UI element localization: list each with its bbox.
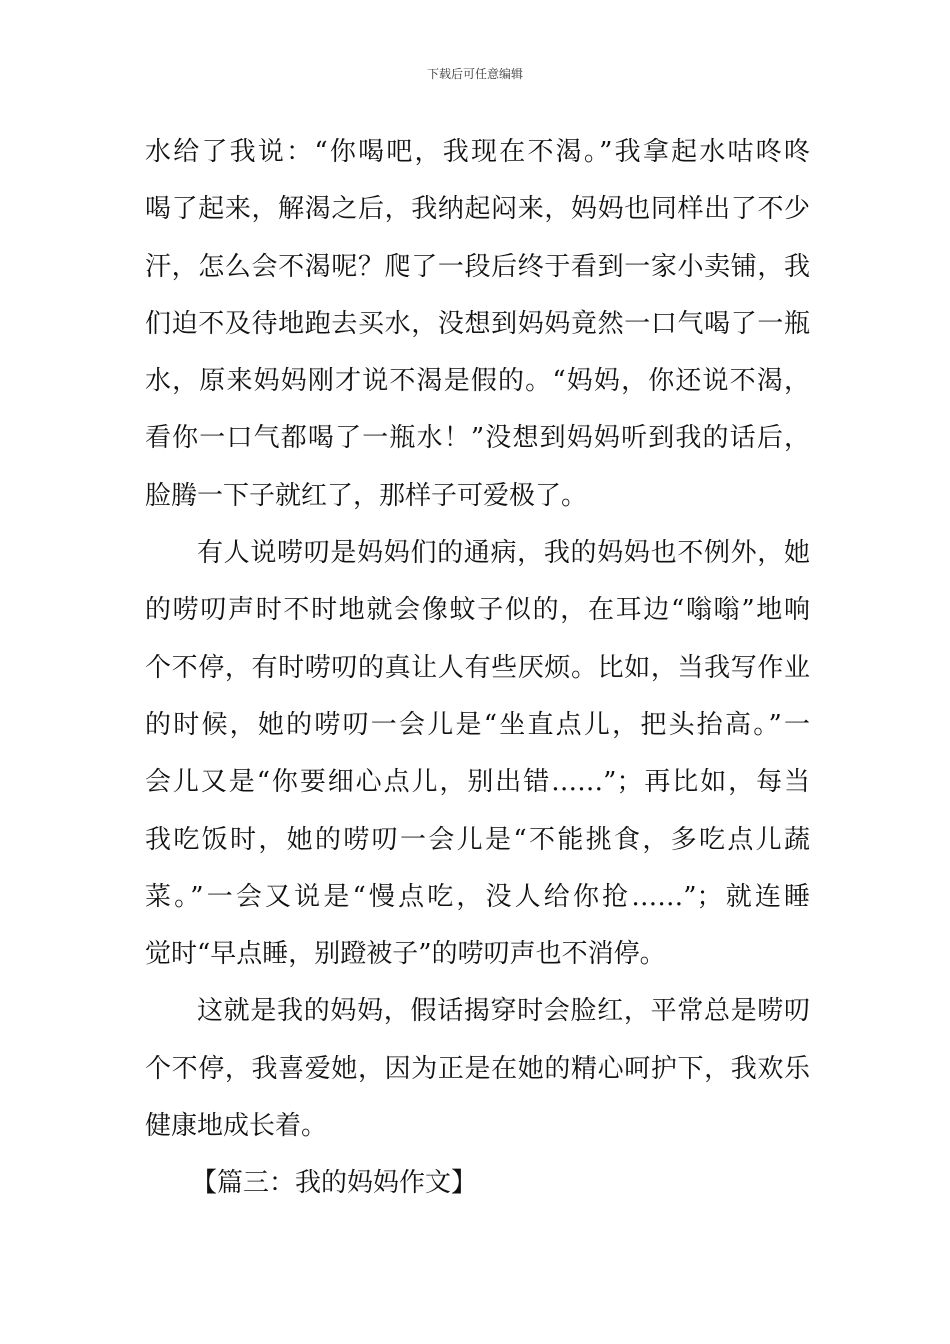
- text-line: 健康地成长着。: [145, 1111, 328, 1142]
- paragraph-1: [145, 124, 810, 525]
- text-line: 个不停，我喜爱她，因为正是在她的精心呵护下，我欢乐: [145, 1053, 810, 1084]
- text-line: 菜。”一会又说是“慢点吃，没人给你抢……”；就连睡: [145, 881, 810, 912]
- text-line: 有人说唠叨是妈妈们的通病，我的妈妈也不例外，她: [197, 538, 810, 569]
- text-line: 汗，怎么会不渴呢？爬了一段后终于看到一家小卖铺，我: [145, 251, 810, 282]
- text-line: 个不停，有时唠叨的真让人有些厌烦。比如，当我写作业: [145, 652, 810, 683]
- text-line: 看你一口气都喝了一瓶水！”没想到妈妈听到我的话后，: [145, 423, 810, 454]
- text-line: 这就是我的妈妈，假话揭穿时会脸红，平常总是唠叨: [197, 996, 810, 1027]
- document-body: [145, 124, 810, 1213]
- text-line: 觉时“早点睡，别蹬被子”的唠叨声也不消停。: [145, 939, 666, 970]
- text-line: 我吃饭时，她的唠叨一会儿是“不能挑食，多吃点儿蔬: [145, 824, 810, 855]
- paragraph-3: [145, 983, 810, 1155]
- section-heading: 【篇三：我的妈妈作文】: [191, 1168, 478, 1199]
- text-line: 脸腾一下子就红了，那样子可爱极了。: [145, 480, 588, 511]
- text-line: 水，原来妈妈刚才说不渴是假的。“妈妈，你还说不渴，: [145, 366, 810, 397]
- text-line: 喝了起来，解渴之后，我纳起闷来，妈妈也同样出了不少: [145, 194, 810, 225]
- text-line: 们迫不及待地跑去买水，没想到妈妈竟然一口气喝了一瓶: [145, 308, 810, 339]
- text-line: 的唠叨声时不时地就会像蚊子似的，在耳边“嗡嗡”地响: [145, 595, 810, 626]
- text-line: 水给了我说：“你喝吧，我现在不渴。”我拿起水咕咚咚: [145, 137, 810, 167]
- paragraph-2: [145, 525, 810, 983]
- text-line: 的时候，她的唠叨一会儿是“坐直点儿，把头抬高。”一: [145, 709, 810, 740]
- page-header: 下载后可任意编辑: [426, 67, 523, 81]
- text-line: 会儿又是“你要细心点儿，别出错……”；再比如，每当: [145, 767, 810, 798]
